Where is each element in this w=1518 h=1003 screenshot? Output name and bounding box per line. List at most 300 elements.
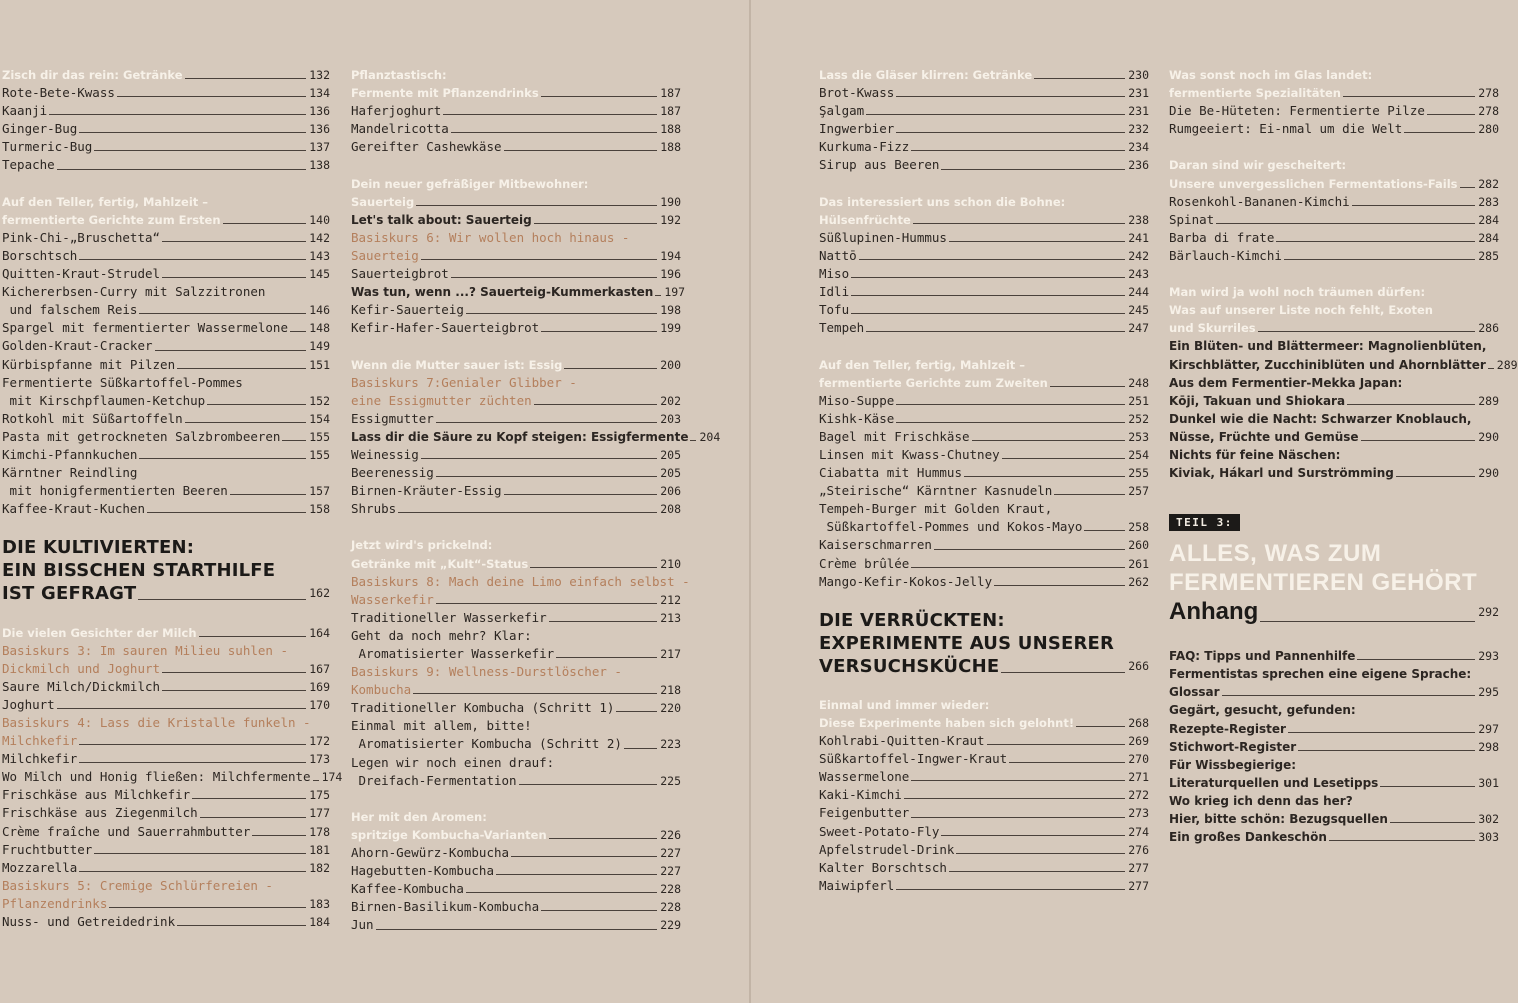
leader-line <box>436 422 657 423</box>
toc-bold-entry[interactable] <box>1169 738 1499 756</box>
section-spacer <box>351 156 681 174</box>
entry-title: Kaffee-Kraut-Kuchen <box>2 501 145 517</box>
toc-bold-entry[interactable] <box>351 428 721 446</box>
leader-line <box>896 422 1125 423</box>
toc-entry[interactable] <box>2 392 330 410</box>
toc-entry[interactable] <box>351 482 681 500</box>
page-number: 253 <box>1128 429 1149 444</box>
entry-title: Miso <box>819 266 850 282</box>
toc-heading[interactable] <box>351 356 681 374</box>
toc-entry[interactable] <box>819 464 1149 482</box>
page-number: 226 <box>660 827 681 842</box>
toc-entry[interactable] <box>2 356 330 374</box>
toc-heading[interactable] <box>1169 156 1499 174</box>
toc-entry[interactable] <box>819 877 1149 895</box>
page-number: 162 <box>309 586 330 601</box>
toc-entry[interactable] <box>351 880 681 898</box>
toc-entry[interactable] <box>819 138 1149 156</box>
entry-title: Sauerteig <box>351 194 415 209</box>
toc-basiskurs[interactable] <box>351 374 681 392</box>
toc-entry[interactable] <box>351 898 681 916</box>
toc-entry[interactable] <box>2 823 330 841</box>
page-number: 170 <box>309 697 330 712</box>
toc-entry[interactable] <box>819 428 1149 446</box>
toc-heading[interactable] <box>1169 175 1499 193</box>
toc-entry[interactable] <box>351 138 681 156</box>
page-number: 271 <box>1128 770 1149 785</box>
toc-entry[interactable] <box>1169 193 1499 211</box>
entry-title: Die vielen Gesichter der Milch <box>2 625 197 640</box>
toc-entry[interactable] <box>2 374 330 392</box>
toc-bold-entry[interactable] <box>1169 392 1499 410</box>
toc-entry[interactable] <box>351 862 681 880</box>
entry-title: Kürbispfanne mit Pilzen <box>2 356 176 372</box>
toc-entry[interactable] <box>351 772 681 790</box>
page-number: 173 <box>309 752 330 767</box>
leader-line <box>904 798 1125 799</box>
toc-entry[interactable] <box>351 265 681 283</box>
page-number: 196 <box>660 267 681 282</box>
appendix-entries <box>1169 647 1499 846</box>
entry-title: Tepache <box>2 157 55 173</box>
toc-entry[interactable] <box>2 229 330 247</box>
page-number: 262 <box>1128 574 1149 589</box>
toc-entry[interactable] <box>1169 102 1499 120</box>
toc-bold-entry[interactable] <box>1169 828 1499 846</box>
page-number: 190 <box>660 194 681 209</box>
toc-heading[interactable] <box>351 826 681 844</box>
toc-entry[interactable] <box>351 627 681 645</box>
toc-entry[interactable] <box>819 518 1149 536</box>
entry-title: Rote-Bete-Kwass <box>2 85 115 101</box>
leader-line <box>934 549 1125 550</box>
toc-entry[interactable] <box>819 301 1149 319</box>
entry-title: Haferjoghurt <box>351 103 442 119</box>
toc-entry[interactable] <box>2 283 330 301</box>
toc-entry[interactable] <box>1169 247 1499 265</box>
entry-title: Nattō <box>819 247 857 263</box>
section-spacer <box>819 175 1149 193</box>
page-number: 230 <box>1128 68 1149 82</box>
page-number: 188 <box>660 140 681 155</box>
toc-entry[interactable] <box>819 555 1149 573</box>
toc-entry[interactable] <box>819 859 1149 877</box>
toc-entry[interactable] <box>819 536 1149 554</box>
toc-basiskurs[interactable] <box>2 877 330 895</box>
toc-heading[interactable] <box>2 211 330 229</box>
page-number: 285 <box>1478 248 1499 263</box>
toc-bold-entry[interactable] <box>1169 374 1499 392</box>
entry-title: Aus dem Fermentier-Mekka Japan: <box>1169 375 1403 390</box>
toc-entry[interactable] <box>2 410 330 428</box>
toc-entry[interactable] <box>351 717 681 735</box>
toc-entry[interactable] <box>819 120 1149 138</box>
toc-entry[interactable] <box>819 573 1149 591</box>
toc-entry[interactable] <box>819 392 1149 410</box>
entry-title: Fermente mit Pflanzendrinks <box>351 86 539 101</box>
toc-entry[interactable] <box>2 337 330 355</box>
toc-entry[interactable] <box>819 283 1149 301</box>
page-number: 210 <box>660 556 681 571</box>
toc-entry[interactable] <box>2 428 330 446</box>
toc-entry[interactable] <box>351 645 681 663</box>
toc-bold-entry[interactable] <box>1169 410 1499 428</box>
toc-bold-entry[interactable] <box>1169 774 1499 792</box>
entry-title: Pink-Chi-„Bruschetta“ <box>2 229 161 245</box>
toc-entry[interactable] <box>2 265 330 283</box>
entry-title: Idli <box>819 284 850 300</box>
toc-entry[interactable] <box>819 102 1149 120</box>
toc-bold-entry[interactable] <box>1169 665 1499 683</box>
toc-entry[interactable] <box>1169 211 1499 229</box>
entry-title: Dein neuer gefräßiger Mitbewohner: <box>351 176 589 191</box>
entry-title: DIE VERRÜCKTEN: <box>819 609 1005 631</box>
leader-line <box>1329 840 1475 841</box>
entry-title: Süßkartoffel-Ingwer-Kraut <box>819 751 1008 767</box>
leader-line <box>564 368 657 369</box>
entry-title: Kishk-Käse <box>819 410 895 426</box>
page-number: 183 <box>309 896 330 911</box>
toc-entry[interactable] <box>819 229 1149 247</box>
page-number: 184 <box>309 915 330 930</box>
leader-line <box>451 132 657 133</box>
entry-title: Für Wissbegierige: <box>1169 757 1297 772</box>
toc-entry[interactable] <box>2 319 330 337</box>
toc-entry[interactable] <box>819 823 1149 841</box>
toc-entry[interactable] <box>351 102 681 120</box>
toc-basiskurs[interactable] <box>2 714 330 732</box>
entry-title: Weinessig <box>351 446 419 462</box>
entry-title: Basiskurs 7:Genialer Glibber - <box>351 374 577 390</box>
toc-bold-entry[interactable] <box>1169 464 1499 482</box>
entry-title: IST GEFRAGT <box>2 583 137 605</box>
toc-basiskurs[interactable] <box>351 392 681 410</box>
toc-entry[interactable] <box>351 410 681 428</box>
page-number: 232 <box>1128 122 1149 137</box>
entry-title: Wasserkefir <box>351 591 434 607</box>
leader-line <box>139 313 306 314</box>
toc-bold-entry[interactable] <box>1169 792 1499 810</box>
page-number: 205 <box>660 447 681 462</box>
page-number: 298 <box>1478 739 1499 754</box>
toc-entry[interactable] <box>351 735 681 753</box>
toc-basiskurs[interactable] <box>2 732 330 750</box>
leader-line <box>1258 331 1476 332</box>
leader-line <box>94 150 306 151</box>
leader-line <box>941 169 1125 170</box>
toc-entry[interactable] <box>819 804 1149 822</box>
toc-entry[interactable] <box>819 841 1149 859</box>
toc-entry[interactable] <box>2 678 330 696</box>
toc-heading[interactable] <box>819 66 1149 84</box>
leader-line <box>534 404 658 405</box>
entry-title: Fermentierte Süßkartoffel-Pommes <box>2 374 243 390</box>
toc-basiskurs[interactable] <box>2 660 330 678</box>
entry-title: Wo Milch und Honig fließen: Milchfermente <box>2 769 311 785</box>
page-number: 174 <box>321 770 343 785</box>
entry-title: Kefir-Sauerteig <box>351 302 464 318</box>
page-number: 258 <box>1128 520 1149 535</box>
toc-entry[interactable] <box>2 464 330 482</box>
page-number: 289 <box>1478 393 1499 408</box>
toc-section-title[interactable] <box>2 536 330 559</box>
page-number: 213 <box>660 610 681 625</box>
toc-heading[interactable] <box>819 374 1149 392</box>
toc-basiskurs[interactable] <box>351 229 681 247</box>
toc-section-title[interactable] <box>2 582 330 605</box>
page-number: 238 <box>1128 212 1149 227</box>
toc-heading[interactable] <box>2 624 330 642</box>
page-number: 142 <box>309 230 330 245</box>
toc-bold-entry[interactable] <box>351 211 681 229</box>
entry-title: Die Be-Hüteten: Fermentierte Pilze <box>1169 103 1425 119</box>
toc-entry[interactable] <box>351 844 681 862</box>
page-number: 138 <box>309 158 330 173</box>
entry-title: Sauerteigbrot <box>351 266 449 282</box>
toc-entry[interactable] <box>351 319 681 337</box>
leader-line <box>896 132 1125 133</box>
toc-entry[interactable] <box>2 786 330 804</box>
toc-entry[interactable] <box>819 410 1149 428</box>
entry-title: Bärlauch-Kimchi <box>1169 247 1282 263</box>
toc-heading[interactable] <box>351 193 681 211</box>
entry-title: Rosenkohl-Bananen-Kimchi <box>1169 193 1350 209</box>
leader-line <box>987 744 1126 745</box>
toc-bold-entry[interactable] <box>1169 647 1499 665</box>
leader-line <box>421 458 657 459</box>
toc-heading[interactable] <box>1169 319 1499 337</box>
leader-line <box>541 331 657 332</box>
toc-entry[interactable] <box>819 156 1149 174</box>
toc-entry[interactable] <box>2 768 343 786</box>
toc-bold-entry[interactable] <box>1169 701 1499 719</box>
toc-bold-entry[interactable] <box>351 283 686 301</box>
toc-heading[interactable] <box>819 696 1149 714</box>
toc-entry[interactable] <box>819 247 1149 265</box>
section-spacer <box>819 337 1149 355</box>
toc-entry[interactable] <box>819 84 1149 102</box>
toc-entry[interactable] <box>1169 120 1499 138</box>
page-number: 188 <box>660 122 681 137</box>
toc-bold-entry[interactable] <box>1169 810 1499 828</box>
toc-bold-entry[interactable] <box>1169 337 1499 355</box>
leader-line <box>530 567 657 568</box>
toc-heading[interactable] <box>2 66 330 84</box>
page-number: 187 <box>660 104 681 119</box>
toc-heading[interactable] <box>819 714 1149 732</box>
leader-line <box>177 368 306 369</box>
toc-entry[interactable] <box>2 138 330 156</box>
toc-basiskurs[interactable] <box>2 895 330 913</box>
entry-title: Spargel mit fermentierter Wassermelone <box>2 320 288 336</box>
entry-title: Ein großes Dankeschön <box>1169 830 1327 845</box>
toc-entry[interactable] <box>351 609 681 627</box>
toc-section-title[interactable] <box>2 559 330 582</box>
toc-heading[interactable] <box>351 555 681 573</box>
toc-entry[interactable] <box>2 696 330 714</box>
entry-title: Kaiserschmarren <box>819 537 932 553</box>
toc-entry[interactable] <box>819 500 1149 518</box>
leader-line <box>1260 621 1475 622</box>
toc-entry[interactable] <box>351 120 681 138</box>
entry-title: Dunkel wie die Nacht: Schwarzer Knoblauch, <box>1169 411 1472 426</box>
page-number: 218 <box>660 683 681 698</box>
toc-heading[interactable] <box>351 175 681 193</box>
toc-heading[interactable] <box>351 536 681 554</box>
toc-basiskurs[interactable] <box>351 663 681 681</box>
toc-entry[interactable] <box>2 859 330 877</box>
leader-line <box>1002 458 1126 459</box>
page-number: 244 <box>1128 285 1149 300</box>
entry-title: Sauerteig <box>351 247 419 263</box>
toc-entry[interactable] <box>819 319 1149 337</box>
toc-section-title[interactable] <box>819 655 1149 678</box>
page-number: 225 <box>660 773 681 788</box>
page-number: 199 <box>660 321 681 336</box>
entry-title: Kiviak, Hákarl und Surströmming <box>1169 466 1394 481</box>
toc-entry[interactable] <box>819 446 1149 464</box>
part-subtitle: Anhang <box>1169 598 1259 626</box>
toc-heading[interactable] <box>351 66 681 84</box>
entry-title: FAQ: Tipps und Pannenhilfe <box>1169 649 1356 664</box>
page-number: 169 <box>309 679 330 694</box>
toc-entry[interactable] <box>351 464 681 482</box>
toc-entry[interactable] <box>2 156 330 174</box>
entry-title: fermentierte Gerichte zum Ersten <box>2 212 221 227</box>
toc-heading[interactable] <box>819 356 1149 374</box>
page-number: 154 <box>309 411 330 426</box>
toc-bold-entry[interactable] <box>1169 446 1499 464</box>
leader-line <box>185 78 307 79</box>
toc-basiskurs[interactable] <box>351 247 681 265</box>
toc-heading[interactable] <box>351 84 681 102</box>
leader-line <box>511 856 657 857</box>
page-number: 245 <box>1128 303 1149 318</box>
toc-entry[interactable] <box>351 754 681 772</box>
toc-entry[interactable] <box>2 913 330 931</box>
entry-title: Golden-Kraut-Cracker <box>2 338 153 354</box>
toc-basiskurs[interactable] <box>2 642 330 660</box>
entry-title: Pasta mit getrockneten Salzbrombeeren <box>2 428 281 444</box>
entry-title: fermentierte Gerichte zum Zweiten <box>819 375 1048 390</box>
toc-entry[interactable] <box>351 916 681 934</box>
toc-bold-entry[interactable] <box>1169 720 1499 738</box>
page-number: 248 <box>1128 375 1149 390</box>
toc-basiskurs[interactable] <box>351 591 681 609</box>
entry-title: Crème fraîche und Sauerrahmbutter <box>2 823 251 839</box>
leader-line <box>851 313 1125 314</box>
leader-line <box>443 114 657 115</box>
toc-entry[interactable] <box>2 301 330 319</box>
toc-entry[interactable] <box>2 804 330 822</box>
toc-basiskurs[interactable] <box>351 573 690 591</box>
entry-title: Tofu <box>819 302 850 318</box>
entry-title: Crème brûlée <box>819 555 910 571</box>
toc-bold-entry[interactable] <box>1169 356 1518 374</box>
toc-bold-entry[interactable] <box>1169 428 1499 446</box>
leader-line <box>866 114 1125 115</box>
toc-entry[interactable] <box>2 247 330 265</box>
page-number: 270 <box>1128 752 1149 767</box>
toc-entry[interactable] <box>819 732 1149 750</box>
leader-line <box>896 96 1125 97</box>
toc-entry[interactable] <box>2 841 330 859</box>
toc-entry[interactable] <box>819 482 1149 500</box>
toc-entry[interactable] <box>1169 229 1499 247</box>
page-number: 132 <box>309 68 330 82</box>
entry-title: Basiskurs 4: Lass die Kristalle funkeln - <box>2 715 311 730</box>
toc-entry[interactable] <box>2 102 330 120</box>
toc-section-title[interactable] <box>819 632 1149 655</box>
entry-title: Lass dir die Säure zu Kopf steigen: Essigfermente <box>351 429 689 444</box>
leader-line <box>496 874 657 875</box>
page-number: 284 <box>1478 212 1499 227</box>
entry-title: Brot-Kwass <box>819 85 895 101</box>
leader-line <box>1357 659 1475 660</box>
toc-entry[interactable] <box>819 768 1149 786</box>
leader-line <box>109 907 306 908</box>
toc-entry[interactable] <box>351 699 681 717</box>
toc-section-title[interactable] <box>819 609 1149 632</box>
toc-heading[interactable] <box>1169 66 1499 84</box>
leader-line <box>451 277 657 278</box>
page-number: 290 <box>1478 429 1499 444</box>
toc-entry[interactable] <box>2 120 330 138</box>
entry-title: Geht da noch mehr? Klar: <box>351 627 532 643</box>
toc-heading[interactable] <box>2 193 330 211</box>
toc-entry[interactable] <box>2 482 330 500</box>
page-number: 175 <box>309 788 330 803</box>
entry-title: Aromatisierter Wasserkefir <box>351 646 555 661</box>
toc-bold-entry[interactable] <box>1169 683 1499 701</box>
toc-heading[interactable] <box>351 808 681 826</box>
page-number: 192 <box>660 212 681 227</box>
toc-entry[interactable] <box>351 301 681 319</box>
toc-entry[interactable] <box>819 786 1149 804</box>
page-number: 242 <box>1128 248 1149 263</box>
page-number: 158 <box>309 502 330 517</box>
toc-basiskurs[interactable] <box>351 681 681 699</box>
entry-title: Sirup aus Beeren <box>819 157 940 173</box>
entry-title: Was tun, wenn ...? Sauerteig-Kummerkasten <box>351 285 654 300</box>
leader-line <box>911 817 1125 818</box>
toc-entry[interactable] <box>351 446 681 464</box>
leader-line <box>177 925 306 926</box>
entry-title: Birnen-Basilikum-Kombucha <box>351 899 540 915</box>
entry-title: Ginger-Bug <box>2 121 78 137</box>
toc-entry[interactable] <box>2 84 330 102</box>
leader-line <box>1404 132 1475 133</box>
entry-title: Fermentistas sprechen eine eigene Sprache: <box>1169 667 1472 682</box>
toc-entry[interactable] <box>819 750 1149 768</box>
toc-heading[interactable] <box>819 193 1149 211</box>
toc-entry[interactable] <box>2 446 330 464</box>
toc-heading[interactable] <box>1169 301 1499 319</box>
toc-heading[interactable] <box>1169 84 1499 102</box>
toc-heading[interactable] <box>819 211 1149 229</box>
toc-entry[interactable] <box>2 750 330 768</box>
leader-line <box>1298 750 1475 751</box>
toc-entry[interactable] <box>2 500 330 518</box>
toc-entry[interactable] <box>819 265 1149 283</box>
leader-line <box>1001 672 1125 673</box>
page-number: 229 <box>660 918 681 933</box>
toc-heading[interactable] <box>1169 283 1499 301</box>
toc-bold-entry[interactable] <box>1169 756 1499 774</box>
page-number: 149 <box>309 339 330 354</box>
leader-line <box>1488 368 1494 369</box>
toc-entry[interactable] <box>351 500 681 518</box>
